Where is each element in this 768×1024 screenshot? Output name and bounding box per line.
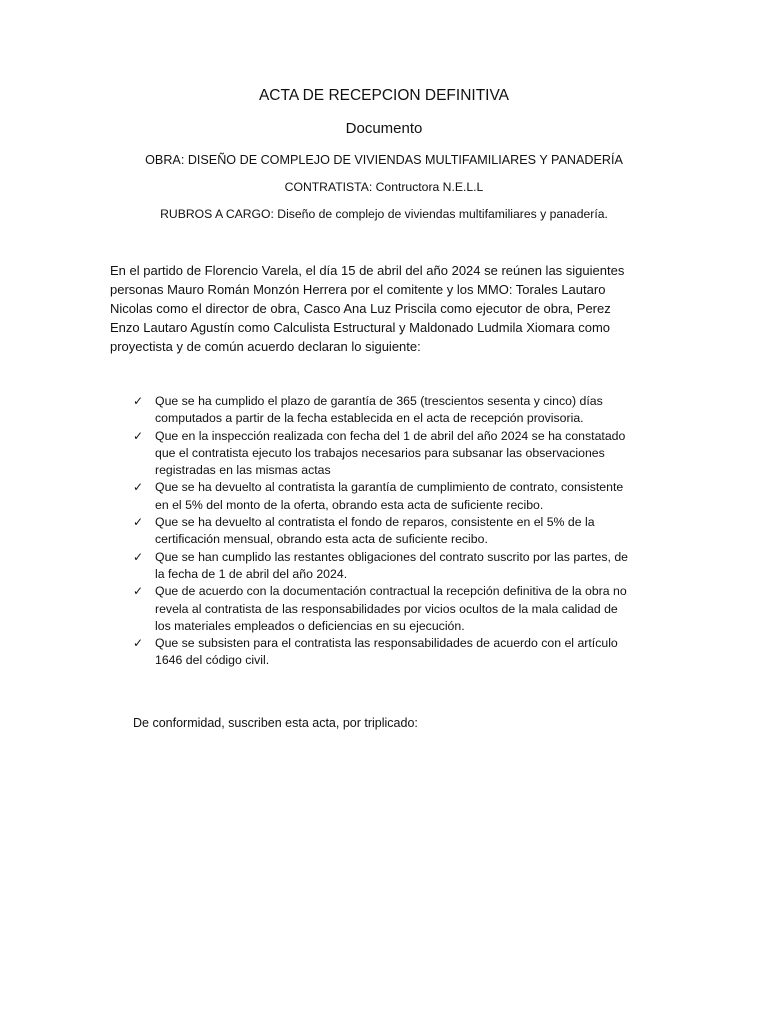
checklist-item-line: registradas en las mismas actas (155, 463, 331, 478)
intro-line: personas Mauro Román Monzón Herrera por el comitente y los MMO: Torales Lautaro (110, 282, 606, 297)
check-icon: ✓ (133, 515, 144, 530)
checklist-item (133, 479, 673, 514)
check-icon: ✓ (133, 636, 144, 651)
checklist-item-line: Que se ha devuelto al contratista la garantía de cumplimiento de contrato, consistente (155, 480, 624, 495)
intro-paragraph (110, 261, 670, 356)
checklist-item-line: Que se han cumplido las restantes obligaciones del contrato suscrito por las partes, de (155, 549, 629, 564)
check-icon: ✓ (133, 480, 144, 495)
check-icon: ✓ (133, 584, 144, 599)
declarations-checklist (133, 393, 673, 670)
checklist-item (133, 549, 673, 584)
checklist-item-line: en el 5% del monto de la oferta, obrando esta acta de suficiente recibo. (155, 497, 544, 512)
checklist-item-line: revela al contratista de las responsabilidades por vicios ocultos de la mala calidad de (155, 601, 618, 616)
closing-statement: De conformidad, suscriben esta acta, por triplicado: (133, 716, 418, 730)
checklist-item-line: Que se subsisten para el contratista las responsabilidades de acuerdo con el artículo (155, 636, 618, 651)
checklist-item-line: Que en la inspección realizada con fecha del 1 de abril del año 2024 se ha constatado (155, 428, 626, 443)
contratista-line: CONTRATISTA: Contructora N.E.L.L (284, 180, 484, 194)
checklist-item-line: que el contratista ejecuto los trabajos necesarios para subsanar las observaciones (155, 445, 605, 460)
check-icon: ✓ (133, 428, 144, 443)
checklist-item (133, 583, 673, 635)
document-subtitle: Documento (345, 120, 423, 137)
document-title: ACTA DE RECEPCION DEFINITIVA (258, 87, 510, 104)
checklist-item-line: la fecha de 1 de abril del año 2024. (155, 566, 348, 581)
checklist-item-line: 1646 del código civil. (155, 653, 270, 668)
intro-line: Nicolas como el director de obra, Casco Ana Luz Priscila como ejecutor de obra, Perez (110, 301, 611, 316)
checklist-item-line: certificación mensual, obrando esta acta de suficiente recibo. (155, 532, 488, 547)
checklist-item (133, 514, 673, 549)
checklist-item-line: los materiales empleados o deficiencias en su ejecución. (155, 618, 465, 633)
checklist-item-line: Que se ha cumplido el plazo de garantía de 365 (trescientos sesenta y cinco) días (155, 394, 603, 408)
checklist-item (133, 393, 673, 428)
checklist-item-line: computados a partir de la fecha establecida en el acta de recepción provisoria. (155, 411, 584, 426)
rubros-line: RUBROS A CARGO: Diseño de complejo de viviendas multifamiliares y panadería. (160, 207, 608, 221)
checklist-item-line: Que de acuerdo con la documentación contractual la recepción definitiva de la obra no (155, 584, 627, 599)
intro-line: En el partido de Florencio Varela, el día 15 de abril del año 2024 se reúnen las siguientes (110, 263, 625, 278)
intro-line: proyectista y de común acuerdo declaran lo siguiente: (110, 339, 421, 354)
checklist-item (133, 428, 673, 480)
checklist-item-line: Que se ha devuelto al contratista el fondo de reparos, consistente en el 5% de la (155, 515, 595, 530)
checklist-item (133, 635, 673, 670)
check-icon: ✓ (133, 394, 144, 408)
obra-line: OBRA: DISEÑO DE COMPLEJO DE VIVIENDAS MULTIFAMILIARES Y PANADERÍA (145, 153, 623, 167)
intro-line: Enzo Lautaro Agustín como Calculista Estructural y Maldonado Ludmila Xiomara como (110, 320, 611, 335)
check-icon: ✓ (133, 549, 144, 564)
